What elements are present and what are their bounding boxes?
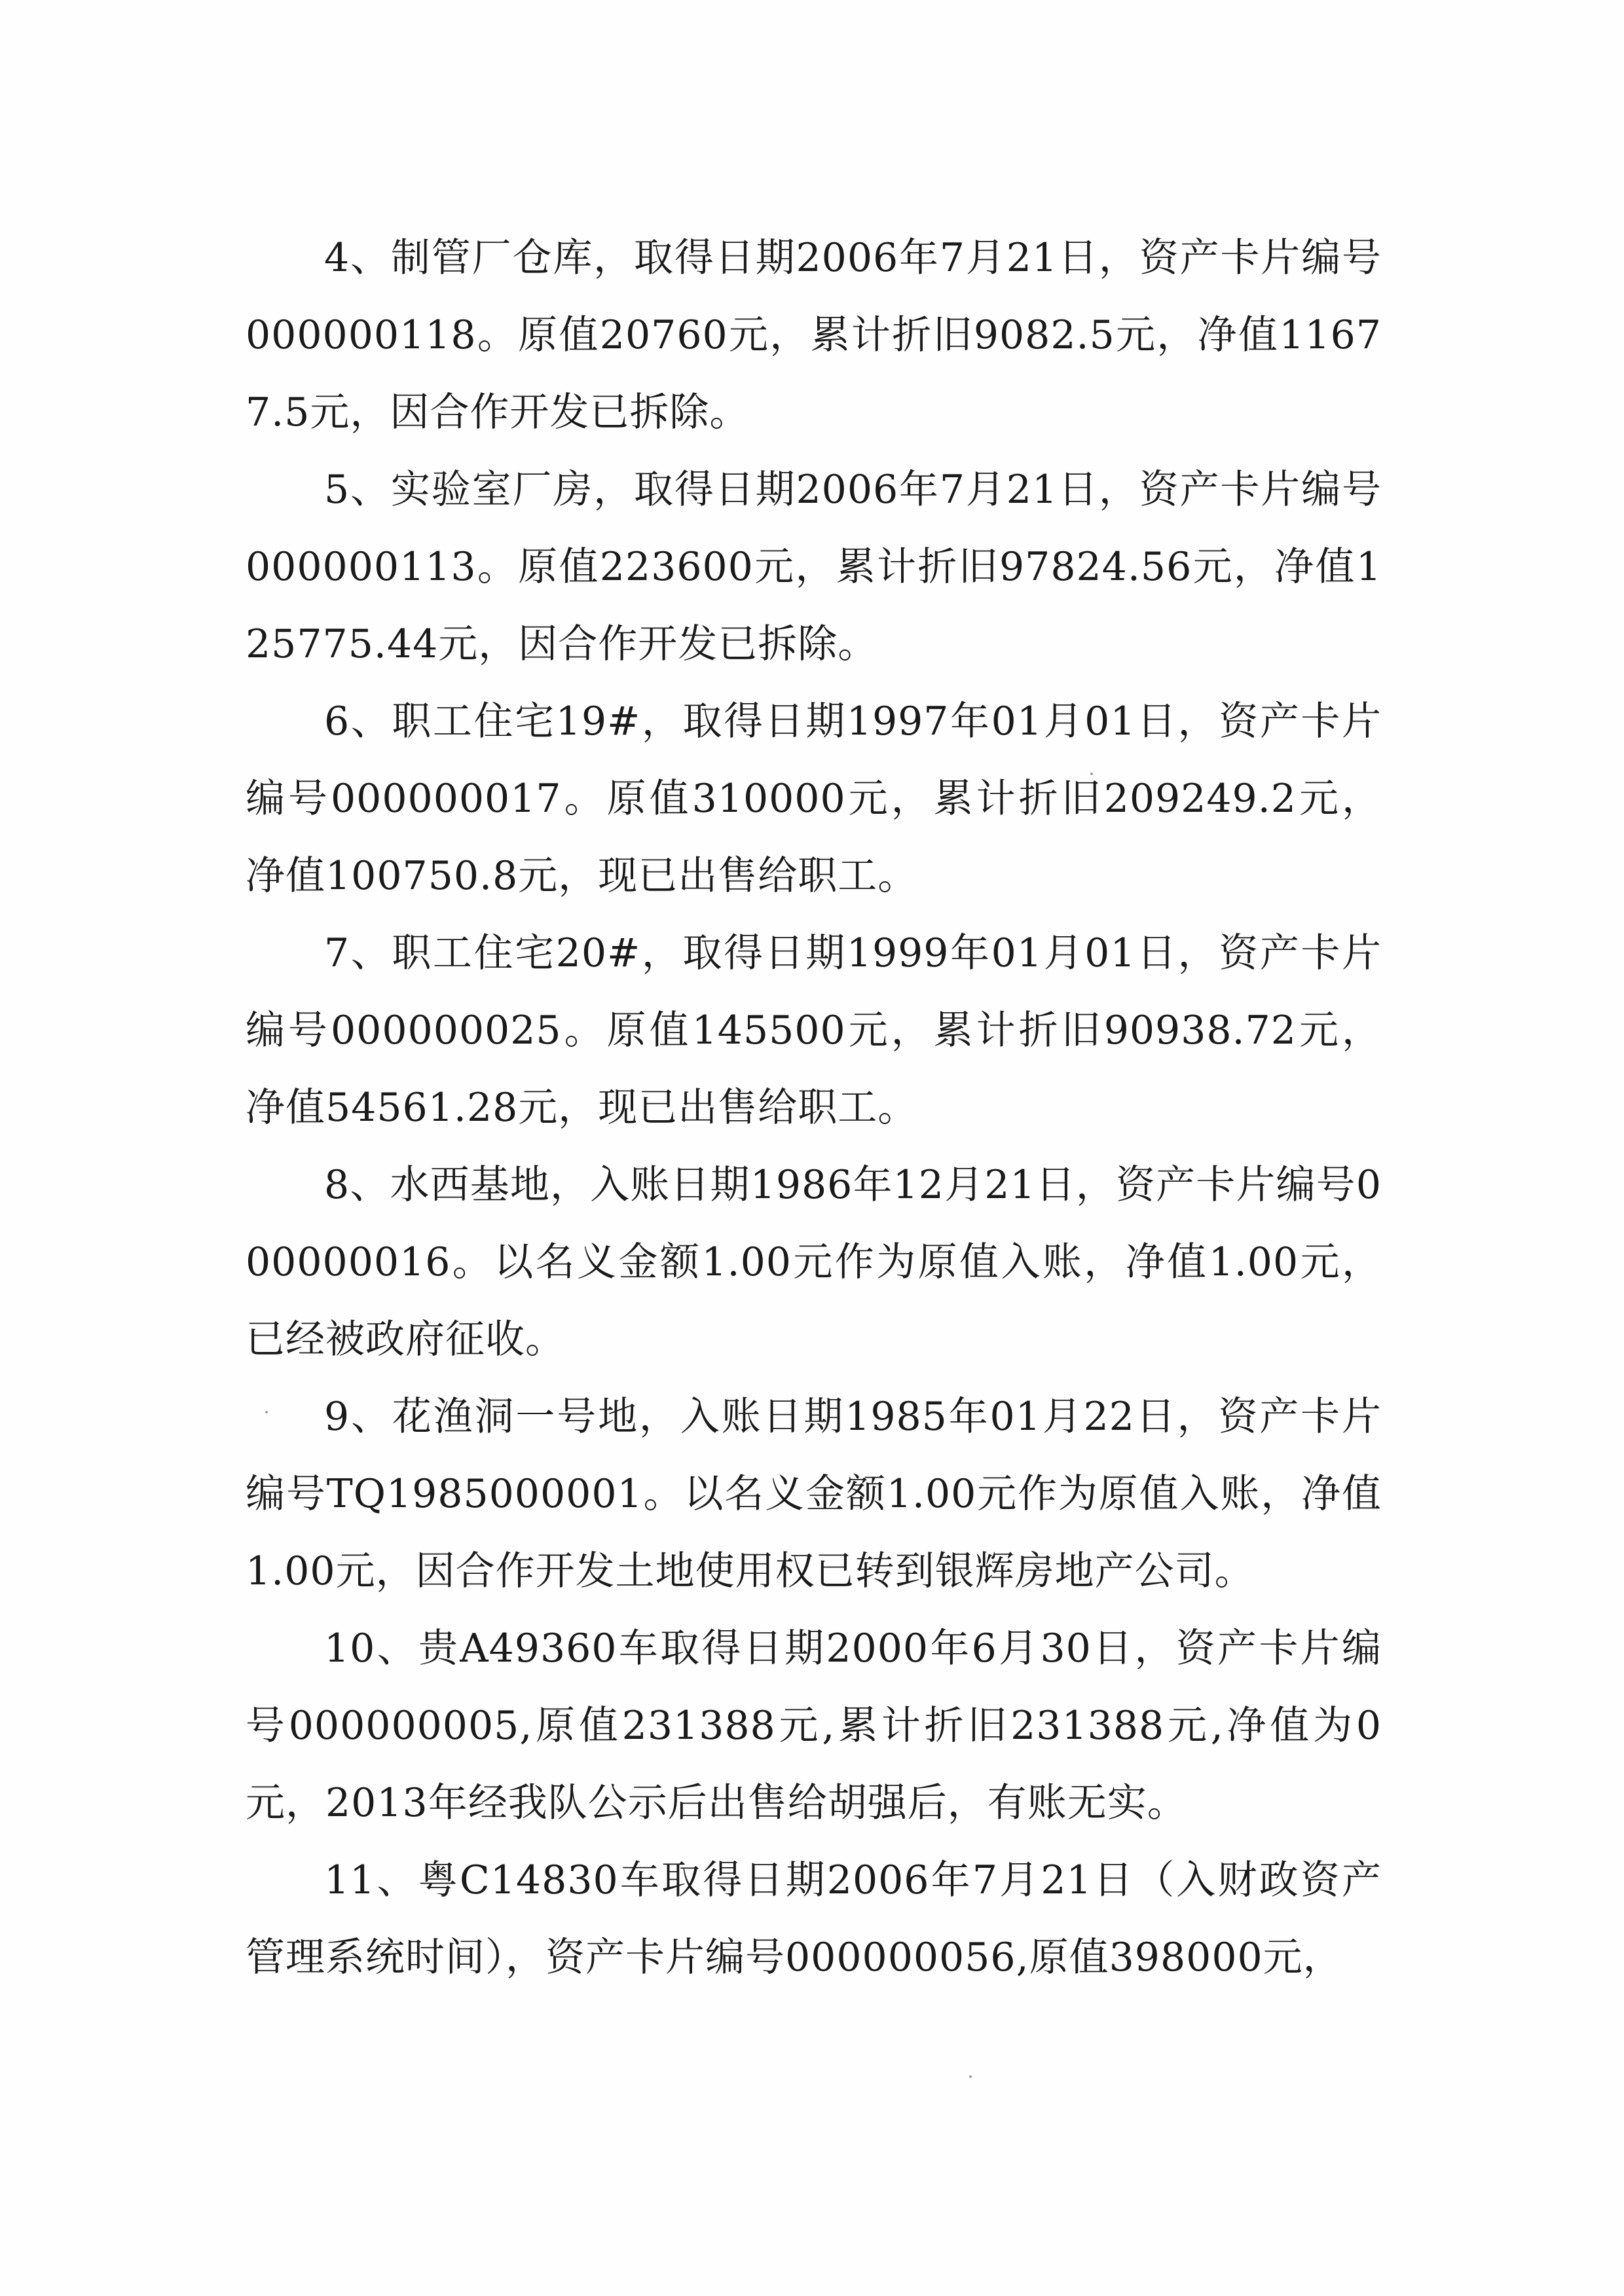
scan-speck <box>969 2075 972 2078</box>
paragraph-item-9: 9、花渔洞一号地，入账日期1985年01月22日，资产卡片编号TQ1985000001。以名义金额1.00元作为原值入账，净值1.00元，因合作开发土地使用权已转到银辉房地产公司。 <box>246 1394 1382 1594</box>
paragraph-item-11: 11、粤C14830车取得日期2006年7月21日（入财政资产管理系统时间），资产卡片编号000000056,原值398000元， <box>246 1857 1382 1980</box>
document-body <box>246 219 1382 1996</box>
scan-speck <box>1090 773 1093 775</box>
paragraph-item-8: 8、水西基地，入账日期1986年12月21日，资产卡片编号000000016。以名义金额1.00元作为原值入账，净值1.00元，已经被政府征收。 <box>246 1162 1382 1362</box>
paragraph-item-6: 6、职工住宅19#，取得日期1997年01月01日，资产卡片编号000000017。原值310000元，累计折旧209249.2元，净值100750.8元，现已出售给职工。 <box>246 699 1382 899</box>
paragraph-item-5: 5、实验室厂房，取得日期2006年7月21日，资产卡片编号000000113。原值223600元，累计折旧97824.56元，净值125775.44元，因合作开发已拆除。 <box>246 467 1382 667</box>
scan-speck <box>265 1411 268 1413</box>
paragraph-item-7: 7、职工住宅20#，取得日期1999年01月01日，资产卡片编号000000025。原值145500元，累计折旧90938.72元，净值54561.28元，现已出售给职工。 <box>246 930 1382 1131</box>
paragraph-item-10: 10、贵A49360车取得日期2000年6月30日，资产卡片编号000000005,原值231388元,累计折旧231388元,净值为0元，2013年经我队公示后出售给胡强后，有账无实。 <box>246 1626 1382 1826</box>
paragraph-item-4: 4、制管厂仓库，取得日期2006年7月21日，资产卡片编号000000118。原值20760元，累计折旧9082.5元，净值11677.5元，因合作开发已拆除。 <box>246 235 1382 435</box>
